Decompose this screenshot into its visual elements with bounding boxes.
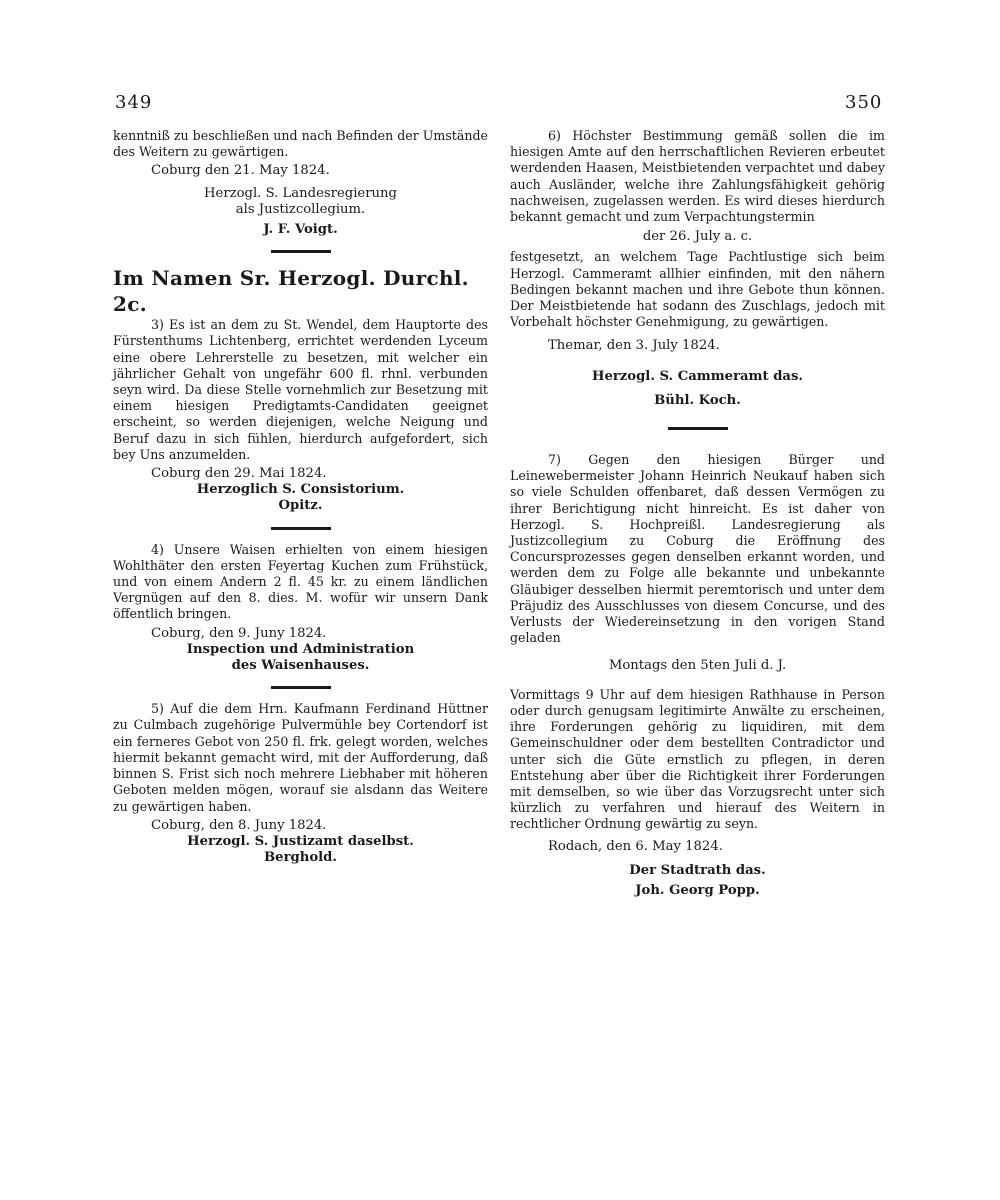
notice7-signature-name: Joh. Georg Popp. xyxy=(635,882,760,898)
notice4-signature-line1: Inspection und Administration xyxy=(186,641,415,657)
right-column xyxy=(510,128,885,899)
notice1-date: Coburg den 21. May 1824. xyxy=(151,163,330,179)
notice7-date: Rodach, den 6. May 1824. xyxy=(548,838,723,854)
notice6-text2: festgesetzt, an welchem Tage Pachtlustige sich beim Herzogl. Cammeramt allhier einfinden, mit den nähern Bedingen bekannt machen und ihre Gebote thun können. Der Meistbietende hat sodann des Zuschlags, jedoch mit Vorbehalt höchster Genehmigung, zu gewärtigen. xyxy=(510,249,885,330)
section-divider xyxy=(271,527,331,530)
section-divider xyxy=(271,686,331,689)
notice1-signature-line2: als Justizcollegium. xyxy=(235,201,366,217)
section-heading: Im Namen Sr. Herzogl. Durchl. 2c. xyxy=(113,266,469,317)
notice5-signature-name: Berghold. xyxy=(264,850,337,866)
notice6-text: 6) Höchster Bestimmung gemäß sollen die im hiesigen Amte auf den herrschaftlichen Revieren erbeutet werdenden Haasen, Meistbietenden verpachtet und dabey auch Ausländer, welche ihre Zahlungsfähigkeit gehörig nachweisen, zugelassen werden. Es wird dieses hierdurch bekannt gemacht und zum Verpachtungstermin xyxy=(510,128,885,225)
notice6-term: der 26. July a. c. xyxy=(642,229,753,245)
section-divider xyxy=(668,427,728,430)
notice6-signature-line1: Herzogl. S. Cammeramt das. xyxy=(592,368,803,384)
notice7-term: Montags den 5ten Juli d. J. xyxy=(608,658,787,674)
notice6-date: Themar, den 3. July 1824. xyxy=(548,338,720,354)
notice7-text2: Vormittags 9 Uhr auf dem hiesigen Rathhause in Person oder durch genugsam legitimirte Anwälte zu erscheinen, ihre Forderungen gehörig zu liquidiren, mit dem Gemeinschuldner oder dem bestellten Contradictor und unter sich die Güte ernstlich zu pflegen, in deren Entstehung aber über die Richtigkeit ihrer Forderungen mit demselben, so wie über das Vorzugsrecht unter sich kürzlich zu verfahren und hierauf des Weitern in rechtlicher Ordnung gewärtig zu seyn. xyxy=(510,686,885,832)
section-divider xyxy=(271,250,331,253)
notice6-signature-name: Bühl. Koch. xyxy=(654,392,741,408)
notice3-signature-line1: Herzoglich S. Consistorium. xyxy=(196,482,405,498)
notice5-date: Coburg, den 8. Juny 1824. xyxy=(151,817,327,833)
notice3-signature-name: Opitz. xyxy=(278,498,323,514)
notice5-signature-line1: Herzogl. S. Justizamt daselbst. xyxy=(187,833,414,849)
notice4-signature-line2: des Waisenhauses. xyxy=(231,658,370,674)
notice3-text: 3) Es ist an dem zu St. Wendel, dem Hauptorte des Fürstenthums Lichtenberg, errichtet werdenden Lyceum eine obere Lehrerstelle zu besetzen, mit welcher ein jährlicher Gehalt von ungefähr 600 fl. rhnl. verbunden seyn wird. Da diese Stelle vornehmlich zur Besetzung mit einem hiesigen Predigtamts-Candidaten geeignet erscheint, so werden diejenigen, welche Neigung und Beruf dazu in sich fühlen, hierdurch aufgefordert, sich bey Uns anzumelden. xyxy=(113,317,488,462)
page-number-right: 350 xyxy=(845,92,883,113)
notice4-date: Coburg, den 9. Juny 1824. xyxy=(151,625,327,641)
page-number-left: 349 xyxy=(115,92,153,113)
left-column xyxy=(113,128,488,866)
notice1-signature-line1: Herzogl. S. Landesregierung xyxy=(204,185,397,201)
notice4-text: 4) Unsere Waisen erhielten von einem hiesigen Wohlthäter den ersten Feyertag Kuchen zum Frühstück, und von einem Andern 2 fl. 45 kr. zu einem ländlichen Vergnügen auf den 8. dies. M. wofür wir unsern Dank öffentlich bringen. xyxy=(113,541,488,622)
notice5-text: 5) Auf die dem Hrn. Kaufmann Ferdinand Hüttner zu Culmbach zugehörige Pulvermühle bey Cortendorf ist ein ferneres Gebot von 250 fl. frk. gelegt worden, welches hiermit bekannt gemacht wird, mit der Aufforderung, daß binnen S. Frist sich noch mehrere Liebhaber mit höheren Geboten melden mögen, worauf sie alsdann das Weitere zu gewärtigen haben. xyxy=(113,701,488,814)
continuation-text: kenntniß zu beschließen und nach Befinden der Umstände des Weitern zu gewärtigen. xyxy=(113,128,488,160)
notice7-text: 7) Gegen den hiesigen Bürger und Leinewebermeister Johann Heinrich Neukauf haben sich so viele Schulden offenbaret, daß dessen Vermögen zu ihrer Berichtigung nicht hinreicht. Es ist daher von Herzogl. S. Hochpreißl. Landesregierung als Justizcollegium zu Coburg die Eröffnung des Concursprozesses gegen denselben erkannt worden, und werden dem zu Folge alle bekannte und unbekannte Gläubiger desselben hiermit peremtorisch und unter dem Präjudiz des Ausschlusses von diesem Concurse, und des Verlusts der Wiedereinsetzung in den vorigen Stand geladen xyxy=(510,452,885,646)
notice3-date: Coburg den 29. Mai 1824. xyxy=(151,466,327,482)
notice7-signature-line1: Der Stadtrath das. xyxy=(629,862,766,878)
notice1-signature-name: J. F. Voigt. xyxy=(263,222,338,238)
